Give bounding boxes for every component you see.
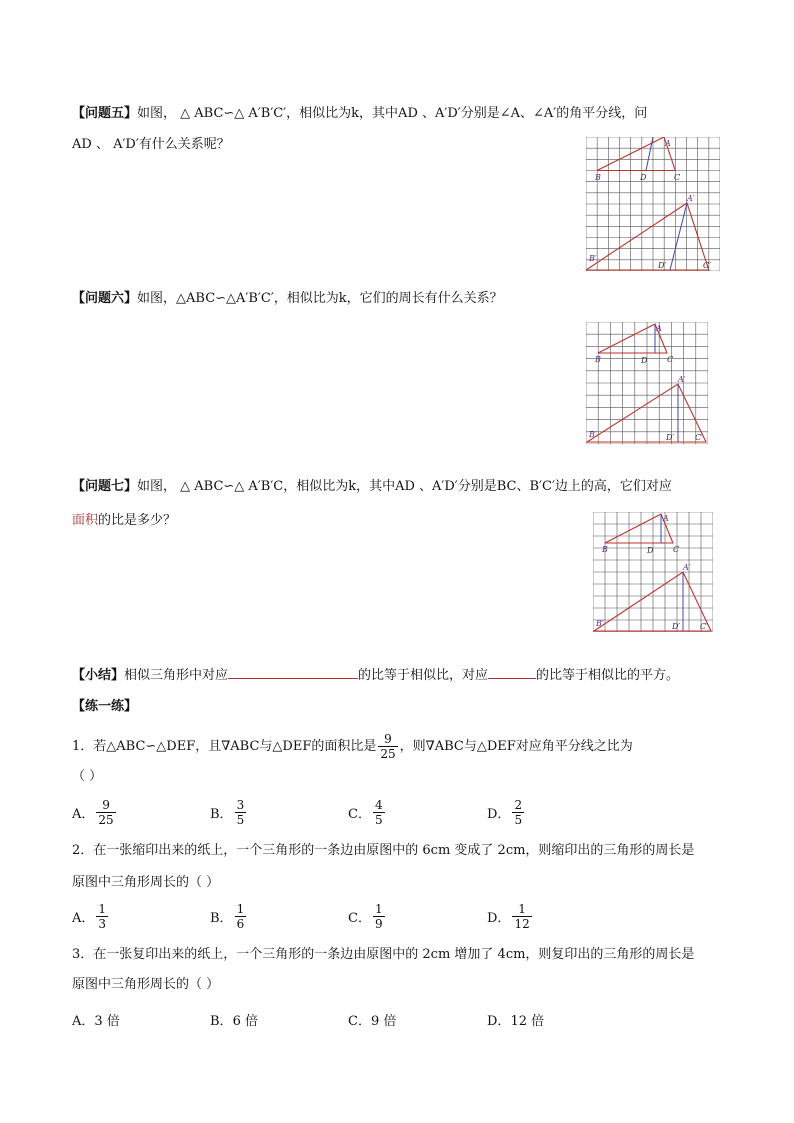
label-ap: A′ — [683, 563, 691, 572]
q6-figure — [586, 322, 708, 444]
q7-text1: 如图， △ ABC∽△ A′B′C，相似比为k，其中AD 、A′D′分别是BC、B′C′边上的高，它们对应 — [137, 479, 672, 494]
q5-figure — [586, 137, 720, 271]
label-d: D — [640, 173, 647, 182]
label-c: C — [673, 545, 680, 554]
q2-line1: 2．在一张缩印出来的纸上，一个三角形的一条边由原图中的 6cm 变成了 2cm，则缩印出的三角形的周长是 — [72, 843, 695, 858]
q6-tag: 【问题六】 — [72, 291, 138, 306]
q2-option-a[interactable]: A． $\frac{1}{3}$ — [72, 902, 107, 931]
label-dp: D′ — [672, 622, 681, 631]
label-c: C — [674, 173, 681, 182]
q3-line2: 原图中三角形周长的（ ） — [72, 977, 220, 992]
q5-line1 — [72, 105, 647, 123]
q3-option-a[interactable]: A．3 倍 — [72, 1014, 120, 1029]
q7-line1 — [72, 478, 672, 496]
q5-text2: AD 、 A′D′有什么关系呢？ — [72, 137, 230, 152]
triangle-apbpcp — [587, 384, 706, 442]
label-b: B — [602, 545, 608, 554]
q3-option-d[interactable]: D．12 倍 — [487, 1014, 545, 1029]
label-cp: C′ — [695, 433, 703, 442]
q1-option-b[interactable]: B． $\frac{3}{5}$ — [210, 798, 245, 827]
q5-text1: 如图， △ ABC∽△ A′B′C′，相似比为k，其中AD 、A′D′分别是∠A、∠A′的角平分线，问 — [137, 106, 648, 121]
label-b: B — [595, 173, 601, 182]
summary-part1: 相似三角形中对应 — [124, 668, 229, 683]
q1-stem-a: 1．若△ABC∽△DEF，且∇ABC与△DEF的面积比是 — [72, 739, 377, 754]
q6-text: 如图，△ABC∽△A′B′C′，相似比为k，它们的周长有什么关系？ — [137, 291, 503, 306]
summary-part2: 的比等于相似比，对应 — [358, 668, 489, 683]
label-cp: C′ — [700, 622, 708, 631]
q3-option-c[interactable]: C．9 倍 — [348, 1014, 397, 1029]
q2-option-b[interactable]: B． $\frac{1}{6}$ — [210, 902, 245, 931]
label-c: C — [667, 355, 674, 364]
label-bp: B′ — [589, 430, 597, 439]
bisector-ad — [646, 137, 653, 171]
q1-option-a[interactable]: A． $\frac{9}{25}$ — [72, 798, 114, 827]
label-ap: A′ — [678, 375, 686, 384]
summary-line — [72, 664, 679, 685]
q7-line2 — [72, 512, 176, 530]
summary-blank-2[interactable] — [488, 664, 536, 679]
label-d: D — [647, 546, 654, 555]
q1-option-c[interactable]: C． $\frac{4}{5}$ — [348, 798, 383, 827]
summary-blank-1[interactable] — [228, 664, 358, 679]
label-a: A — [663, 514, 669, 523]
q5-tag: 【问题五】 — [72, 106, 138, 121]
q3-line1: 3．在一张复印出来的纸上，一个三角形的一条边由原图中的 2cm 增加了 4cm，则复印出的三角形的周长是 — [72, 947, 695, 962]
label-cp: C′ — [703, 261, 711, 270]
practice-title: 【练一练】 — [72, 699, 138, 714]
q5-line2 — [72, 136, 230, 154]
label-b: B — [595, 355, 601, 364]
q1-paren: （ ） — [72, 769, 103, 784]
q7-text2-red: 面积 — [72, 513, 99, 528]
q7-figure — [593, 512, 713, 632]
q7-tag: 【问题七】 — [72, 479, 138, 494]
q1-option-d[interactable]: D． $\frac{2}{5}$ — [487, 798, 523, 827]
q7-text2-rest: 的比是多少？ — [98, 513, 177, 528]
q3-option-b[interactable]: B．6 倍 — [210, 1014, 258, 1029]
q6-line — [72, 290, 503, 308]
label-bp: B′ — [589, 254, 597, 263]
q2-line2: 原图中三角形周长的（ ） — [72, 875, 220, 890]
label-ap: A′ — [687, 194, 695, 203]
q2-option-c[interactable]: C． $\frac{1}{9}$ — [348, 902, 383, 931]
q2-option-d[interactable]: D． $\frac{1}{12}$ — [487, 902, 530, 931]
practice-q1-stem — [72, 730, 633, 764]
triangle-apbpcp — [594, 572, 711, 631]
triangle-abc — [597, 137, 675, 171]
label-a: A — [656, 324, 662, 333]
label-dp: D′ — [666, 433, 675, 442]
label-bp: B′ — [596, 619, 604, 628]
label-d: D — [641, 356, 648, 365]
summary-part3: 的比等于相似比的平方。 — [536, 668, 680, 683]
q1-ratio-fraction: $\frac{9}{25}$ — [380, 732, 396, 761]
summary-tag: 【小结】 — [72, 668, 125, 683]
label-a: A — [665, 139, 671, 148]
label-dp: D′ — [658, 261, 667, 270]
q1-stem-b: ，则∇ABC与△DEF对应角平分线之比为 — [399, 739, 633, 754]
